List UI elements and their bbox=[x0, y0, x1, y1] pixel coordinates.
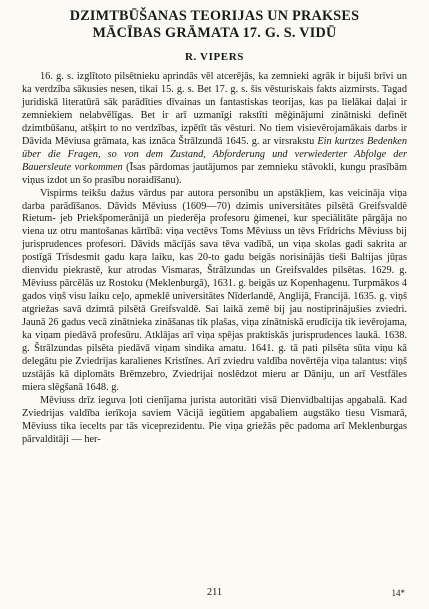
article-body bbox=[22, 71, 407, 447]
book-title-quote: Ein kurtzes Bedenken über die Fragen, so von dem Zustand, Abforderung und verwiederter Abfolge der Bauersleute vorkommen bbox=[22, 135, 408, 173]
author-name: R. VIPERS bbox=[185, 51, 244, 63]
signature-mark: 14* bbox=[391, 588, 405, 598]
page-footer bbox=[22, 587, 407, 601]
paragraph-1-text-b: (Īsas pārdomas jautājumos par zemnieku stāvokli, kungu prasībām viņus izdot un šo prasību noraidīšanu). bbox=[22, 161, 408, 186]
title-line-1: DZIMTBŪŠANAS TEORIJAS UN PRAKSES bbox=[69, 8, 360, 24]
paragraph-1 bbox=[22, 71, 407, 188]
paragraph-2: Vispirms teikšu dažus vārdus par autora personību un apstākļiem, kas veicināja viņa darba parādīšanos. Dāvids Mēviuss (1609—70) dzimis universitātes pilsētā Greifsvaldē Rietum- jeb Priekšpomerānijā un piederēja profesoru ģimenei, kur speciālitāte pārgāja no viena uz otru mantošanas kārtībā: viņa vectēvs Toms Mēviuss un tēvs Frīdrichs Mēviuss bij jurisprudences profesori. Dāvids mācījās sava tēva vadībā, un viņa skolas gadi sakrita ar postīgā Trīsdesmit gadu kaŗa laiku, kas 20-to gadu beigās norisinājās tieši Baltijas jūŗas dienvidu piekrastē, kur atrodas Vismaras, Štrālzundas un Greifsvaldes pilsētas. 1629. g. Mēviuss pārcēlās uz Rostoku (Meklenburgā), 1631. g. beigās uz Kopenhagenu. Turpmākos 4 gados viņš visu laiku ceļo, apmeklē universitātes Nīderlandē, Anglijā, Francijā. 1635. g. viņš atgriežas savā dzimtā pilsētā Greifsvaldē. Sai laikā zemē bij jau nostiprinājušies zviedri. Jaunā 26 gadus vecā zinātnieka zināšanas tik plašas, viņa zinātniskā erudīcija tik ievērojama, ka viņam piedāvā profesūru. Atklājas arī viņa spējas praktiskās jurisprudences laukā. 1638. g. Štrālzundas pilsēta piedāvā viņam sindika amatu. 1641. g. tā pati pilsēta sūta viņu kā delegātu pie Zviedrijas karalienes Kristīnes. Arī zviedru valdība novērtēja viņa talantus: viņš uzstājās kā diplomāts Brēmzebro, Zviedrijai noslēdzot mieru ar Dāniju, un arī Vestfāles miera slēgšanā 1648. g. bbox=[22, 187, 407, 393]
title-line-2: MĀCĪBAS GRĀMATA 17. G. S. VIDŪ bbox=[92, 25, 337, 41]
paragraph-1-text-a: 16. g. s. izglītoto pilsētnieku aprindās vēl atcerējās, ka zemnieki agrāk ir bijuši brīvi un ka verdzība sākusies nesen, tikai 15. g. s. Bet 17. g. s. šis vēsturiskais fakts aizmirsts. Tagad juridiskā literatūrā sāk parādīties dīvainas un fantastiskas teorijas, kas pa lielākai daļai ir zemniekiem nelabvēlīgas. Bet ir arī uzmanīgi rakstīti mēģinājumi zinātniski definēt dzimtbūšanu, atšķirt to no verdzības, izpētīt tās vēsturi. No tiem visievērojamākais darbs ir Dāvida Mēviusa grāmata, kas iznāca Štrālzundā 1645. g. ar virsrakstu bbox=[22, 71, 407, 147]
page-number: 211 bbox=[206, 587, 223, 598]
article-title bbox=[22, 8, 407, 42]
paragraph-3: Mēviuss drīz ieguva ļoti cienījama jurista autoritāti visā Dienvidbaltijas apgabalā. Kad Zviedrijas valdība ierīkoja saviem Vācijā iegūtiem apgabaliem augstāko tiesu Vismarā, Mēviuss tika iecelts par tās viceprezidentu. Pie viņa griežās pēc padoma arī Meklenburgas pārvalditāji — her- bbox=[22, 394, 407, 445]
